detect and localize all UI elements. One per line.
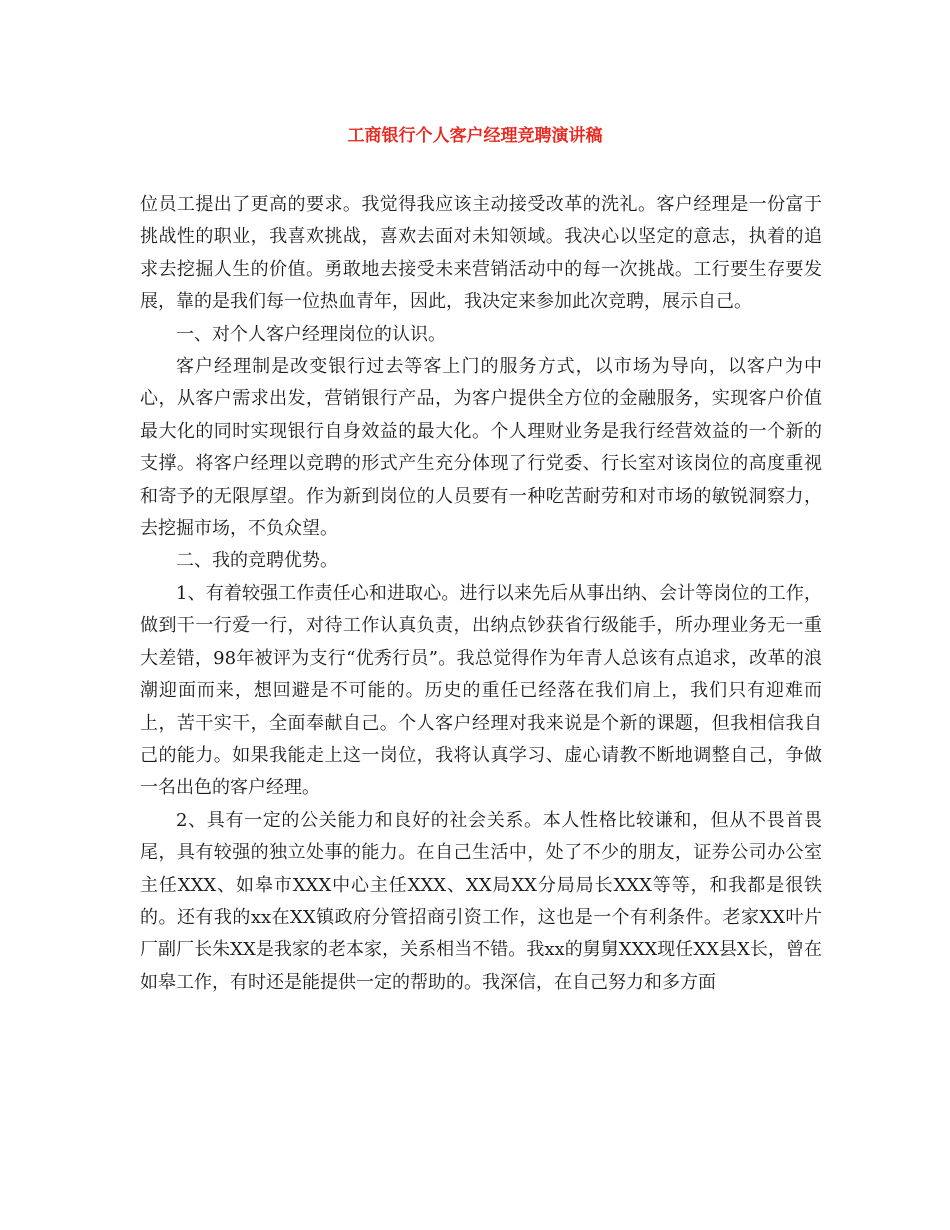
- section-heading-2: 二、我的竞聘优势。: [176, 550, 338, 572]
- document-title: 工商银行个人客户经理竞聘演讲稿: [347, 126, 603, 146]
- paragraph-advantage-2: 2、具有一定的公关能力和良好的社会关系。本人性格比较谦和，但从不畏首畏尾，具有较强的独立处事的能力。在自己生活中，处了不少的朋友，证券公司办公室主任XXX、如皋市XXX中心主任XXX、XX局XX分局局长XXX等等，和我都是很铁的。还有我的xx在XX镇政府分管招商引资工作，这也是一个有利条件。老家XX叶片厂副厂长朱XX是我家的老本家，关系相当不错。我xx的舅舅XXX现任XX县X长，曾在如皋工作，有时还是能提供一定的帮助的。我深信，在自己努力和多方面: [140, 809, 822, 993]
- paragraph-role-understanding: 客户经理制是改变银行过去等客上门的服务方式，以市场为导向，以客户为中心，从客户需求出发，营销银行产品，为客户提供全方位的金融服务，实现客户价值最大化的同时实现银行自身效益的最大化。个人理财业务是我行经营效益的一个新的支撑。将客户经理以竞聘的形式产生充分体现了行党委、行长室对该岗位的高度重视和寄予的无限厚望。作为新到岗位的人员要有一种吃苦耐劳和对市场的敏锐洞察力，去挖掘市场，不负众望。: [140, 356, 822, 540]
- paragraph-intro: 位员工提出了更高的要求。我觉得我应该主动接受改革的洗礼。客户经理是一份富于挑战性的职业，我喜欢挑战，喜欢去面对未知领域。我决心以坚定的意志，执着的追求去挖掘人生的价值。勇敢地去接受未来营销活动中的每一次挑战。工行要生存要发展，靠的是我们每一位热血青年，因此，我决定来参加此次竞聘，展示自己。: [140, 194, 822, 313]
- paragraph-advantage-1: 1、有着较强工作责任心和进取心。进行以来先后从事出纳、会计等岗位的工作，做到干一行爱一行，对待工作认真负责，出纳点钞获省行级能手，所办理业务无一重大差错，98年被评为支行“优秀行员”。我总觉得作为年青人总该有点追求，改革的浪潮迎面而来，想回避是不可能的。历史的重任已经落在我们肩上，我们只有迎难而上，苦干实干，全面奉献自己。个人客户经理对我来说是个新的课题，但我相信我自己的能力。如果我能走上这一岗位，我将认真学习、虚心请教不断地调整自己，争做一名出色的客户经理。: [140, 582, 822, 799]
- document-body: [140, 189, 822, 999]
- section-heading-1: 一、对个人客户经理岗位的认识。: [176, 323, 446, 345]
